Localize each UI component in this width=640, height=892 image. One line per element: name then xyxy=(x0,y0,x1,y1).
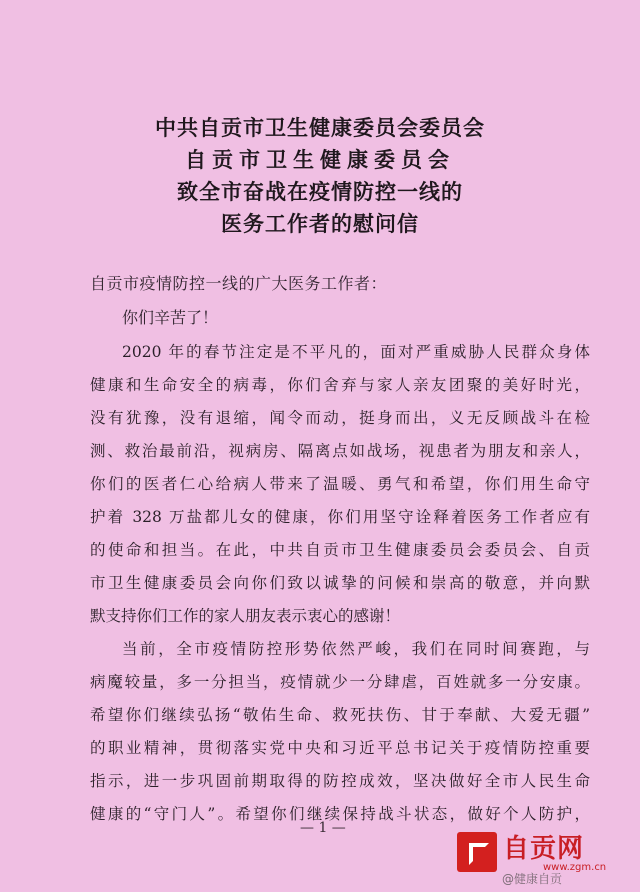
body-line: 2020 年的春节注定是不平凡的，面对严重威胁人民群众身体 xyxy=(122,343,590,361)
body-line: 护着 328 万盐都儿女的健康，你们用坚守诠释着医务工作者应有 xyxy=(90,508,590,526)
logo-mark-icon xyxy=(457,832,497,872)
logo-name: 自贡网 xyxy=(503,834,585,864)
letter-title xyxy=(0,112,640,240)
title-line-2: 自贡市卫生健康委员会 xyxy=(185,148,455,172)
body-line: 当前，全市疫情防控形势依然严峻，我们在同时间赛跑，与 xyxy=(122,640,590,658)
body-line: 健康和生命安全的病毒，你们舍弃与家人亲友团聚的美好时光， xyxy=(90,376,590,394)
body-line: 默支持你们工作的家人朋友表示衷心的感谢！ xyxy=(90,607,401,625)
logo-url: www.zgm.cn xyxy=(543,862,607,873)
salutation: 自贡市疫情防控一线的广大医务工作者： xyxy=(90,274,388,293)
body-line: 健康的“守门人”。希望你们继续保持战斗状态，做好个人防护， xyxy=(90,805,590,823)
body-line: 没有犹豫，没有退缩，闻令而动，挺身而出，义无反顾战斗在检 xyxy=(90,409,590,427)
title-line-3: 致全市奋战在疫情防控一线的 xyxy=(177,180,463,204)
body-line: 你们的医者仁心给病人带来了温暖、勇气和希望，你们用生命守 xyxy=(90,475,590,493)
body-line: 的职业精神，贯彻落实党中央和习近平总书记关于疫情防控重要 xyxy=(90,739,590,757)
body-line: 市卫生健康委员会向你们致以诚挚的问候和崇高的敬意，并向默 xyxy=(90,574,590,592)
title-line-1: 中共自贡市卫生健康委员会委员会 xyxy=(155,116,485,140)
body-line: 的使命和担当。在此，中共自贡市卫生健康委员会委员会、自贡 xyxy=(90,541,590,559)
greeting: 你们辛苦了！ xyxy=(122,308,219,327)
body-line: 病魔较量，多一分担当，疫情就少一分肆虐，百姓就多一分安康。 xyxy=(90,673,590,691)
page-number: — 1 — xyxy=(300,820,346,836)
body-line: 希望你们继续弘扬“敬佑生命、救死扶伤、甘于奉献、大爱无疆” xyxy=(90,706,590,724)
body-line: 指示，进一步巩固前期取得的防控成效，坚决做好全市人民生命 xyxy=(90,772,590,790)
watermark: @健康自贡 xyxy=(502,872,563,886)
title-line-4: 医务工作者的慰问信 xyxy=(221,212,419,236)
body-line: 测、救治最前沿，视病房、隔离点如战场，视患者为朋友和亲人， xyxy=(90,442,590,460)
